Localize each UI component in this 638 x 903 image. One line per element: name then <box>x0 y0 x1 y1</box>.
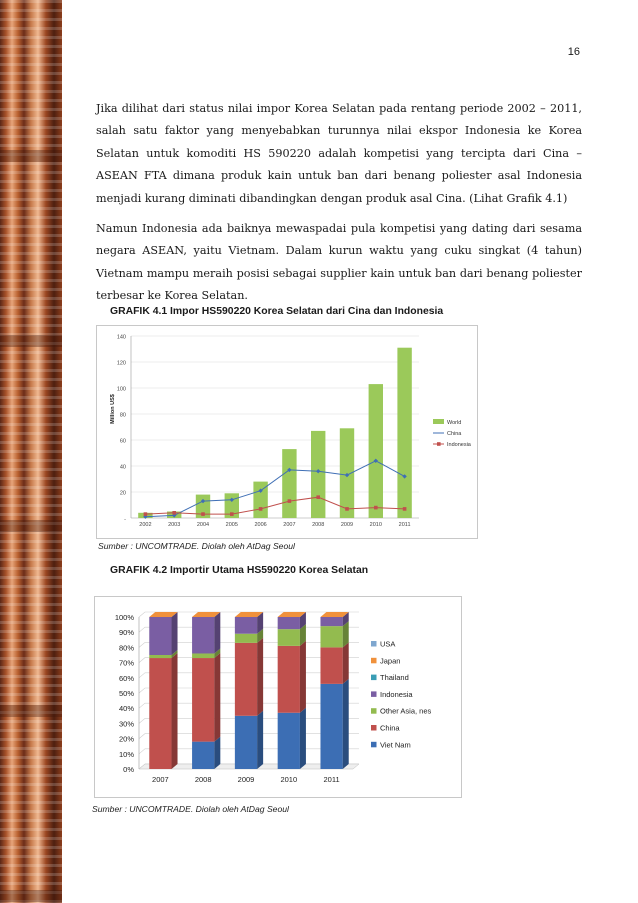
legend-label-viet-nam: Viet Nam <box>380 740 411 750</box>
y-tick-label: 20 <box>119 490 126 497</box>
figure-1-title: GRAFIK 4.1 Impor HS590220 Korea Selatan dari Cina dan Indonesia <box>110 306 444 317</box>
other-asia-nes-segment <box>278 629 300 646</box>
legend-swatch-world <box>433 419 444 424</box>
y-tick-label: 90% <box>118 628 134 638</box>
other-asia-nes-segment <box>149 655 171 658</box>
indonesia-point <box>201 512 205 516</box>
y-tick-label: 100% <box>114 613 134 622</box>
x-tick-label: 2011 <box>398 522 411 528</box>
viet-nam-segment <box>235 716 257 769</box>
other-asia-nes-segment <box>235 634 257 643</box>
legend-swatch-japan <box>371 658 377 664</box>
y-tick-label: 60% <box>118 673 134 683</box>
legend-label-indonesia: Indonesia <box>380 689 413 699</box>
decorative-side-strip <box>0 0 62 903</box>
china-segment-side <box>300 641 306 713</box>
figure-1-source: Sumber : UNCOMTRADE. Diolah oleh AtDag Seoul <box>98 541 295 551</box>
x-tick-label: 2009 <box>340 522 354 528</box>
y-tick-label: 120 <box>116 360 126 367</box>
china-segment-side <box>343 642 349 683</box>
legend-swatch-viet-nam <box>371 742 377 748</box>
y-tick-label: 60 <box>119 438 126 445</box>
indonesia-point <box>288 499 292 503</box>
viet-nam-segment <box>320 684 342 769</box>
viet-nam-segment <box>192 742 214 769</box>
x-tick-label: 2002 <box>139 522 152 528</box>
viet-nam-segment-side <box>214 737 220 769</box>
viet-nam-segment-side <box>257 711 263 769</box>
page-number: 16 <box>567 46 580 58</box>
chart-2 <box>94 596 462 798</box>
y-tick-label: 0% <box>123 765 134 774</box>
y-tick-label: 40 <box>119 464 126 471</box>
indonesia-point <box>230 512 234 516</box>
y-tick-label: 80% <box>118 643 134 653</box>
legend-label-china: China <box>380 723 400 733</box>
indonesia-segment-side <box>214 612 220 653</box>
indonesia-segment <box>320 617 342 626</box>
x-tick-label: 2008 <box>312 522 325 528</box>
china-segment <box>320 647 342 683</box>
china-segment-side <box>214 653 220 742</box>
legend-label-japan: Japan <box>380 656 401 666</box>
y-tick-label: 140 <box>116 334 126 341</box>
x-tick-label: 2003 <box>168 522 181 528</box>
y-tick-label: 80 <box>119 412 126 419</box>
china-segment-side <box>172 653 178 769</box>
viet-nam-segment-side <box>300 708 306 769</box>
x-tick-label: 2007 <box>152 775 169 784</box>
y-tick-label: 10% <box>118 749 134 759</box>
y-tick-label: 20% <box>118 734 134 744</box>
y-tick-label: 50% <box>118 689 134 698</box>
indonesia-point <box>403 507 407 511</box>
legend-label-thailand: Thailand <box>380 673 409 683</box>
legend-swatch-china <box>371 725 377 731</box>
world-bar <box>369 384 383 518</box>
indonesia-point <box>316 495 320 499</box>
indonesia-point <box>172 511 176 515</box>
indonesia-point <box>259 507 263 511</box>
chart-1-svg <box>97 326 477 538</box>
x-tick-label: 2010 <box>280 775 298 784</box>
indonesia-segment <box>278 617 300 629</box>
x-tick-label: 2007 <box>283 522 296 528</box>
indonesia-line <box>145 497 404 514</box>
viet-nam-segment-side <box>343 679 349 769</box>
indonesia-segment-side <box>172 612 178 655</box>
paragraph-2: Namun Indonesia ada baiknya mewaspadai pula kompetisi yang dating dari sesama negara ASEAN, yaitu Vietnam. Dalam kurun waktu yang cuku singkat (4 tahun) Vietnam mampu meraih posisi sebagai supplier kain untuk ban dari benang poliester terbesar ke Korea Selatan. <box>96 222 582 303</box>
indonesia-segment <box>149 617 171 655</box>
y-tick-label: 100 <box>116 386 126 393</box>
legend-label-world: World <box>447 420 462 426</box>
legend-label-indonesia: Indonesia <box>447 442 471 448</box>
china-segment <box>235 643 257 716</box>
legend-label-usa: USA <box>380 639 396 649</box>
indonesia-segment <box>235 617 257 634</box>
x-tick-label: 2006 <box>254 522 267 528</box>
indonesia-segment <box>192 617 214 653</box>
world-bar <box>311 431 325 518</box>
legend-swatch-indonesia-marker <box>437 442 441 446</box>
x-tick-label: 2004 <box>196 522 210 528</box>
china-segment <box>278 646 300 713</box>
legend-label-other-asia-nes: Other Asia, nes <box>380 706 432 716</box>
legend-swatch-thailand <box>371 675 377 681</box>
other-asia-nes-segment <box>320 626 342 647</box>
indonesia-point <box>374 506 378 510</box>
world-bar <box>397 348 411 518</box>
y-tick-label: - <box>124 516 126 523</box>
legend-swatch-other-asia-nes <box>371 708 377 714</box>
other-asia-nes-segment <box>192 653 214 658</box>
chart-2-svg <box>95 597 461 797</box>
legend-swatch-indonesia <box>371 691 377 697</box>
legend-swatch-usa <box>371 641 377 647</box>
china-segment <box>192 658 214 742</box>
x-tick-label: 2010 <box>369 522 382 528</box>
x-tick-label: 2008 <box>194 775 212 784</box>
x-tick-label: 2011 <box>323 775 340 784</box>
paragraph-1: Jika dilihat dari status nilai impor Korea Selatan pada rentang periode 2002 – 2011, salah satu faktor yang menyebabkan turunnya nilai ekspor Indonesia ke Korea Selatan untuk komoditi HS 590220 adalah kompetisi yang tercipta dari Cina – ASEAN FTA dimana produk kain untuk ban dari benang poliester asal Indonesia menjadi kurang diminati dibandingkan dengan produk asal Cina. (Lihat Grafik 4.1) <box>96 102 582 205</box>
y-tick-label: 30% <box>118 719 134 729</box>
x-tick-label: 2009 <box>237 775 255 784</box>
indonesia-point <box>345 507 349 511</box>
legend-label-china: China <box>447 431 462 437</box>
world-bar <box>282 449 296 518</box>
china-segment-side <box>257 638 263 716</box>
indonesia-point <box>144 512 148 516</box>
viet-nam-segment <box>278 713 300 769</box>
figure-2-source: Sumber : UNCOMTRADE. Diolah oleh AtDag Seoul <box>92 804 289 814</box>
y-axis-label: Million US$ <box>110 394 116 424</box>
chart-1 <box>96 325 478 539</box>
figure-2-title: GRAFIK 4.2 Importir Utama HS590220 Korea Selatan <box>110 565 369 576</box>
y-tick-label: 40% <box>118 704 134 714</box>
y-tick-label: 70% <box>118 658 134 668</box>
china-segment <box>149 658 171 769</box>
x-tick-label: 2005 <box>225 522 238 528</box>
